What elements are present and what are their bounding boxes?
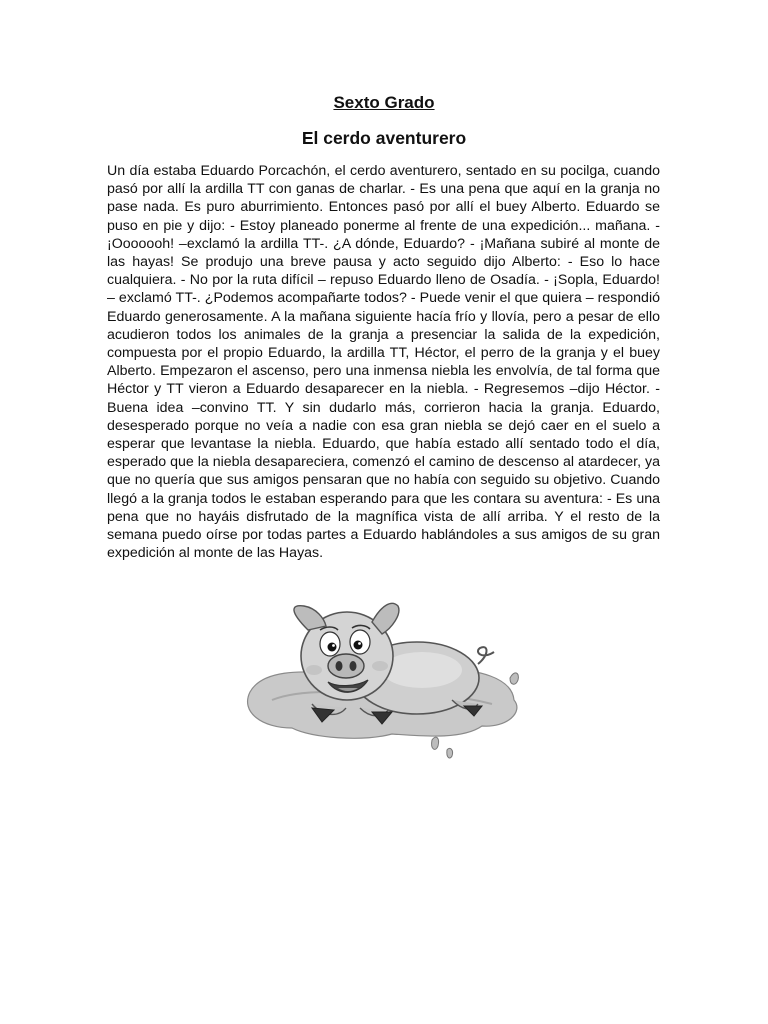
pig-tail — [478, 647, 494, 664]
pig-ear — [294, 606, 326, 630]
pig-in-mud-icon — [242, 600, 527, 770]
story-text: Un día estaba Eduardo Porcachón, el cerdo aventurero, sentado en su pocilga, cuando pasó por allí la ardilla TT con ganas de charlar. - Es una pena que aquí en la granja no pase nada. Es puro aburrimiento. Entonces pasó por allí el buey Alberto. Eduardo se puso en pie y dijo: - Estoy planeado ponerme al frente de una expedición... mañana. - ¡Ooooooh! –exclamó la ardilla TT-. ¿A dónde, Eduardo? - ¡Mañana subiré al monte de las hayas! Se produjo una breve pausa y acto seguido dijo Alberto: - Eso lo hace cualquiera. - No por la ruta difícil – repuso Eduardo lleno de Osadía. - ¡Sopla, Eduardo! – exclamó TT-. ¿Podemos acompañarte todos? - Puede venir el que quiera – respondió Eduardo generosamente. A la mañana siguiente hacía frío y llovía, pero a pesar de ello acudieron todos los animales de la granja a presenciar la salida de la expedición, compuesta por el propio Eduardo, la ardilla TT, Héctor, el perro de la granja y el buey Alberto. Empezaron el ascenso, pero una inmensa niebla les envolvía, de tal forma que Héctor y TT vieron a Eduardo desaparecer en la niebla. - Regresemos –dijo Héctor. - Buena idea –convino TT. Y sin dudarlo más, corrieron hacia la granja. Eduardo, desesperado porque no veía a nadie con esa gran niebla se dejó caer en el suelo a esperar que levantase la niebla. Eduardo, que había estado allí sentado todo el día, esperado que la niebla desapareciera, comenzó el camino de descenso al atardecer, ya que no quería que sus amigos pensaran que no había con seguido su objetivo. Cuando llegó a la granja todos le estaban esperando para que les contara su aventura: - Es una pena que no hayáis disfrutado de la magnífica vista de allí arriba. Y el resto de la semana puedo oírse por todas partes a Eduardo hablándoles a sus amigos de su gran expedición al monte de las Hayas. — [107, 163, 660, 562]
story-title: El cerdo aventurero — [301, 128, 467, 148]
grade-heading: Sexto Grado — [333, 93, 435, 112]
pig-snout — [328, 654, 364, 678]
